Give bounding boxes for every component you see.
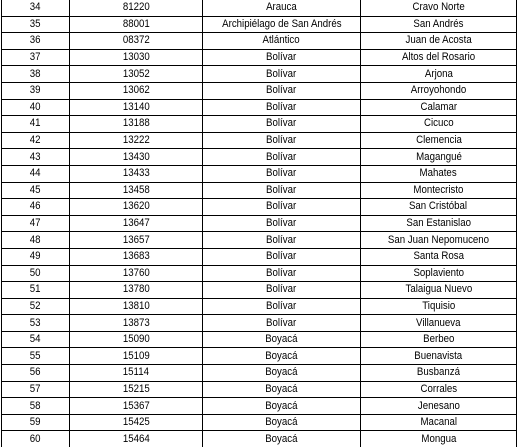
- table-row: [2, 248, 517, 265]
- municipalities-table: [1, 0, 517, 447]
- department-text: Bolívar: [266, 250, 297, 263]
- municipality-cell: [361, 165, 517, 182]
- municipality-code-cell: [70, 165, 203, 182]
- department-text: Bolívar: [266, 117, 297, 130]
- row-number-cell: [2, 49, 70, 66]
- table-row: [2, 414, 517, 431]
- table-row: [2, 265, 517, 282]
- municipality-text: Calamar: [420, 100, 457, 113]
- municipality-code-cell: [70, 431, 203, 447]
- department-cell: [203, 0, 361, 16]
- department-text: Bolívar: [266, 100, 297, 113]
- department-text: Boyacá: [265, 399, 298, 412]
- municipality-cell: [361, 132, 517, 149]
- table-row: [2, 348, 517, 365]
- table-row: [2, 0, 517, 16]
- municipality-code-cell: [70, 0, 203, 16]
- municipality-text: Busbanzá: [416, 366, 461, 379]
- municipality-text: Montecristo: [413, 183, 464, 196]
- department-text: Boyacá: [265, 333, 298, 346]
- row-number-cell: [2, 265, 70, 282]
- department-cell: [203, 132, 361, 149]
- municipality-code-text: 13657: [122, 233, 150, 246]
- table-row: [2, 232, 517, 249]
- municipality-text: Berbeo: [422, 333, 455, 346]
- municipality-code-text: 13458: [122, 183, 150, 196]
- municipality-code-text: 15090: [122, 333, 150, 346]
- row-number-text: 41: [30, 117, 41, 130]
- department-cell: [203, 315, 361, 332]
- municipality-code-cell: [70, 82, 203, 99]
- municipality-code-text: 15215: [122, 382, 150, 395]
- table-row: [2, 82, 517, 99]
- department-text: Arauca: [266, 1, 297, 14]
- row-number-text: 49: [30, 250, 41, 263]
- municipality-cell: [361, 248, 517, 265]
- municipality-code-text: 15109: [122, 349, 150, 362]
- row-number-text: 43: [30, 150, 41, 163]
- row-number-cell: [2, 248, 70, 265]
- row-number-text: 52: [30, 299, 41, 312]
- department-cell: [203, 398, 361, 415]
- municipality-code-cell: [70, 182, 203, 199]
- row-number-text: 51: [30, 283, 41, 296]
- department-cell: [203, 165, 361, 182]
- municipality-code-text: 13647: [122, 217, 150, 230]
- row-number-text: 57: [30, 382, 41, 395]
- municipality-text: Mahates: [419, 167, 458, 180]
- municipality-text: Arjona: [424, 67, 453, 80]
- row-number-cell: [2, 16, 70, 33]
- municipality-code-cell: [70, 16, 203, 33]
- table-row: [2, 431, 517, 447]
- table-row: [2, 331, 517, 348]
- municipality-code-cell: [70, 381, 203, 398]
- table-row: [2, 149, 517, 166]
- department-text: Bolívar: [266, 266, 297, 279]
- municipality-code-cell: [70, 232, 203, 249]
- row-number-text: 59: [30, 416, 41, 429]
- department-text: Bolívar: [266, 200, 297, 213]
- department-text: Bolívar: [266, 299, 297, 312]
- table-row: [2, 182, 517, 199]
- municipality-code-cell: [70, 99, 203, 116]
- municipality-code-text: 13873: [122, 316, 150, 329]
- row-number-text: 45: [30, 183, 41, 196]
- municipality-cell: [361, 298, 517, 315]
- municipality-cell: [361, 82, 517, 99]
- municipality-code-text: 13430: [122, 150, 150, 163]
- department-text: Bolívar: [266, 150, 297, 163]
- municipality-code-cell: [70, 116, 203, 133]
- row-number-cell: [2, 116, 70, 133]
- department-text: Bolívar: [266, 67, 297, 80]
- department-cell: [203, 199, 361, 216]
- row-number-cell: [2, 182, 70, 199]
- department-cell: [203, 298, 361, 315]
- department-cell: [203, 215, 361, 232]
- row-number-text: 53: [30, 316, 41, 329]
- municipality-cell: [361, 348, 517, 365]
- row-number-cell: [2, 66, 70, 83]
- row-number-text: 44: [30, 167, 41, 180]
- municipality-code-cell: [70, 315, 203, 332]
- municipality-text: Clemencia: [415, 134, 462, 147]
- department-cell: [203, 182, 361, 199]
- municipality-text: San Cristóbal: [409, 200, 468, 213]
- row-number-text: 54: [30, 333, 41, 346]
- row-number-cell: [2, 215, 70, 232]
- municipality-code-text: 13620: [122, 200, 150, 213]
- municipality-cell: [361, 414, 517, 431]
- municipality-cell: [361, 0, 517, 16]
- municipality-cell: [361, 331, 517, 348]
- municipality-text: San Juan Nepomuceno: [387, 233, 490, 246]
- department-text: Bolívar: [266, 134, 297, 147]
- row-number-text: 34: [30, 1, 41, 14]
- row-number-cell: [2, 398, 70, 415]
- municipality-cell: [361, 149, 517, 166]
- municipality-code-text: 15367: [122, 399, 150, 412]
- municipality-code-cell: [70, 398, 203, 415]
- table-row: [2, 116, 517, 133]
- municipality-code-cell: [70, 132, 203, 149]
- row-number-cell: [2, 82, 70, 99]
- municipality-cell: [361, 199, 517, 216]
- table-row: [2, 165, 517, 182]
- municipality-cell: [361, 265, 517, 282]
- row-number-cell: [2, 165, 70, 182]
- department-cell: [203, 431, 361, 447]
- department-cell: [203, 99, 361, 116]
- municipality-code-cell: [70, 348, 203, 365]
- municipality-code-text: 13140: [122, 100, 150, 113]
- municipality-code-text: 13760: [122, 266, 150, 279]
- municipality-code-cell: [70, 414, 203, 431]
- municipality-code-text: 13188: [122, 117, 150, 130]
- municipality-cell: [361, 365, 517, 382]
- department-text: Boyacá: [265, 432, 298, 445]
- department-text: Boyacá: [265, 416, 298, 429]
- municipality-code-text: 81220: [122, 1, 150, 14]
- row-number-cell: [2, 99, 70, 116]
- municipality-code-text: 15464: [122, 432, 150, 445]
- municipality-text: Corrales: [420, 382, 457, 395]
- municipality-text: Cicuco: [423, 117, 454, 130]
- municipality-text: Jenesano: [417, 399, 460, 412]
- row-number-text: 46: [30, 200, 41, 213]
- municipality-text: San Andrés: [413, 17, 464, 30]
- department-text: Boyacá: [265, 366, 298, 379]
- department-cell: [203, 16, 361, 33]
- table-row: [2, 132, 517, 149]
- department-cell: [203, 33, 361, 50]
- municipality-text: Arroyohondo: [410, 84, 467, 97]
- department-cell: [203, 265, 361, 282]
- department-cell: [203, 248, 361, 265]
- department-text: Bolívar: [266, 84, 297, 97]
- municipality-code-cell: [70, 66, 203, 83]
- department-cell: [203, 66, 361, 83]
- department-text: Bolívar: [266, 316, 297, 329]
- row-number-cell: [2, 431, 70, 447]
- municipality-code-cell: [70, 298, 203, 315]
- row-number-cell: [2, 331, 70, 348]
- municipality-text: Soplaviento: [413, 266, 464, 279]
- municipality-code-text: 13062: [122, 84, 150, 97]
- table-row: [2, 365, 517, 382]
- municipality-cell: [361, 16, 517, 33]
- row-number-cell: [2, 132, 70, 149]
- municipality-cell: [361, 431, 517, 447]
- municipality-text: Villanueva: [416, 316, 461, 329]
- municipality-text: Cravo Norte: [412, 1, 465, 14]
- municipality-text: Magangué: [415, 150, 462, 163]
- municipality-code-text: 13030: [122, 51, 150, 64]
- row-number-cell: [2, 0, 70, 16]
- department-text: Archipiélago de San Andrés: [221, 17, 342, 30]
- department-cell: [203, 414, 361, 431]
- row-number-text: 56: [30, 366, 41, 379]
- department-text: Bolívar: [266, 167, 297, 180]
- municipality-code-text: 88001: [122, 17, 150, 30]
- table-row: [2, 381, 517, 398]
- table-row: [2, 66, 517, 83]
- municipality-code-text: 13810: [122, 299, 150, 312]
- municipality-cell: [361, 116, 517, 133]
- municipality-cell: [361, 232, 517, 249]
- municipality-code-text: 13052: [122, 67, 150, 80]
- row-number-text: 48: [30, 233, 41, 246]
- row-number-cell: [2, 414, 70, 431]
- municipality-cell: [361, 315, 517, 332]
- department-text: Boyacá: [265, 349, 298, 362]
- municipality-code-text: 13683: [122, 250, 150, 263]
- department-text: Bolívar: [266, 217, 297, 230]
- municipality-text: Santa Rosa: [413, 250, 464, 263]
- row-number-cell: [2, 232, 70, 249]
- department-text: Bolívar: [266, 233, 297, 246]
- municipality-code-text: 13433: [122, 167, 150, 180]
- municipality-code-cell: [70, 49, 203, 66]
- table-row: [2, 49, 517, 66]
- row-number-cell: [2, 298, 70, 315]
- municipality-cell: [361, 33, 517, 50]
- municipality-text: Mongua: [420, 432, 456, 445]
- row-number-text: 36: [30, 34, 41, 47]
- department-cell: [203, 348, 361, 365]
- municipality-code-cell: [70, 331, 203, 348]
- municipality-cell: [361, 49, 517, 66]
- municipality-cell: [361, 182, 517, 199]
- row-number-cell: [2, 149, 70, 166]
- municipality-code-cell: [70, 149, 203, 166]
- municipality-code-cell: [70, 33, 203, 50]
- department-cell: [203, 282, 361, 299]
- municipality-code-cell: [70, 282, 203, 299]
- table-row: [2, 398, 517, 415]
- municipality-code-text: 08372: [122, 34, 150, 47]
- row-number-cell: [2, 282, 70, 299]
- table-row: [2, 199, 517, 216]
- row-number-text: 60: [30, 432, 41, 445]
- row-number-text: 50: [30, 266, 41, 279]
- row-number-cell: [2, 348, 70, 365]
- municipality-code-cell: [70, 248, 203, 265]
- department-cell: [203, 82, 361, 99]
- municipality-text: Macanal: [420, 416, 457, 429]
- department-cell: [203, 331, 361, 348]
- row-number-text: 47: [30, 217, 41, 230]
- department-cell: [203, 49, 361, 66]
- row-number-text: 42: [30, 134, 41, 147]
- table-row: [2, 33, 517, 50]
- department-cell: [203, 116, 361, 133]
- municipality-code-cell: [70, 265, 203, 282]
- row-number-text: 39: [30, 84, 41, 97]
- department-cell: [203, 149, 361, 166]
- municipality-cell: [361, 66, 517, 83]
- row-number-cell: [2, 33, 70, 50]
- row-number-text: 55: [30, 349, 41, 362]
- municipality-code-cell: [70, 199, 203, 216]
- row-number-text: 35: [30, 17, 41, 30]
- table-row: [2, 298, 517, 315]
- department-cell: [203, 232, 361, 249]
- municipality-cell: [361, 398, 517, 415]
- municipality-text: Altos del Rosario: [401, 51, 476, 64]
- row-number-cell: [2, 381, 70, 398]
- municipality-code-text: 13222: [122, 134, 150, 147]
- row-number-cell: [2, 365, 70, 382]
- table-body: [2, 0, 517, 447]
- municipality-cell: [361, 282, 517, 299]
- municipality-code-text: 15425: [122, 416, 150, 429]
- department-cell: [203, 365, 361, 382]
- municipality-text: San Estanislao: [406, 217, 471, 230]
- municipality-text: Buenavista: [414, 349, 463, 362]
- municipality-text: Juan de Acosta: [405, 34, 472, 47]
- municipality-code-text: 13780: [122, 283, 150, 296]
- department-text: Atlántico: [262, 34, 301, 47]
- table-row: [2, 16, 517, 33]
- row-number-text: 37: [30, 51, 41, 64]
- municipality-code-cell: [70, 215, 203, 232]
- municipality-code-text: 15114: [122, 366, 150, 379]
- municipality-cell: [361, 99, 517, 116]
- department-cell: [203, 381, 361, 398]
- row-number-cell: [2, 199, 70, 216]
- row-number-text: 40: [30, 100, 41, 113]
- table-row: [2, 215, 517, 232]
- department-text: Boyacá: [265, 382, 298, 395]
- table-row: [2, 99, 517, 116]
- row-number-text: 38: [30, 67, 41, 80]
- municipality-code-cell: [70, 365, 203, 382]
- department-text: Bolívar: [266, 51, 297, 64]
- department-text: Bolívar: [266, 283, 297, 296]
- municipality-cell: [361, 215, 517, 232]
- department-text: Bolívar: [266, 183, 297, 196]
- row-number-cell: [2, 315, 70, 332]
- table-row: [2, 282, 517, 299]
- municipality-text: Talaigua Nuevo: [405, 283, 472, 296]
- row-number-text: 58: [30, 399, 41, 412]
- municipality-text: Tiquisio: [422, 299, 455, 312]
- table-row: [2, 315, 517, 332]
- municipality-cell: [361, 381, 517, 398]
